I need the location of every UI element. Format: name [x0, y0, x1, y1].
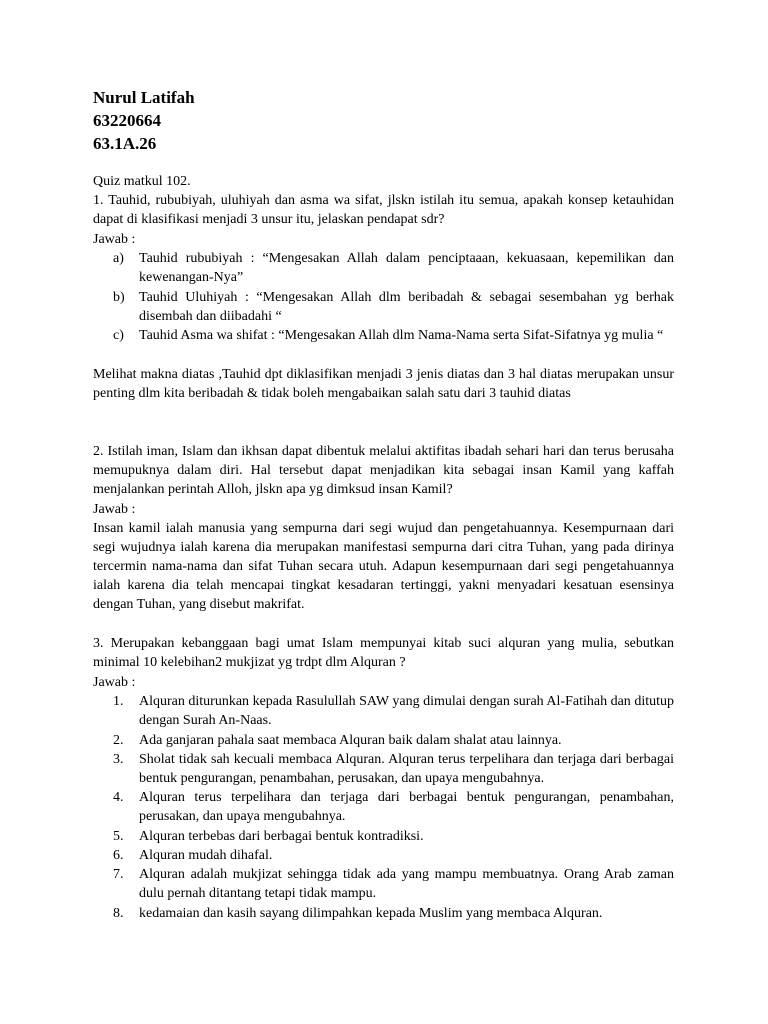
list-item-text: Sholat tidak sah kecuali membaca Alquran. Alquran terus terpelihara dan terjaga dari berbagai bentuk pengurangan, penambahan, perusakan, dan upaya mengubahnya. [139, 752, 674, 786]
answer-2: Insan kamil ialah manusia yang sempurna dari segi wujud dan pengetahuannya. Kesempurnaan dari segi wujudnya ialah karena dia merupakan manifestasi sempurna dari citra Tuhan, yang pada dirinya tercermin nama-nama dan sifat Tuhan secara utuh. Adapun kesempurnaan dari segi pengetahuannya ialah karena dia telah mencapai tingkat kesadaran tertinggi, yakni menyadari kesatuan esensinya dengan Tuhan, yang disebut makrifat. [93, 521, 674, 612]
list-item [93, 846, 674, 865]
question-3: 3. Merupakan kebanggaan bagi umat Islam mempunyai kitab suci alquran yang mulia, sebutkan minimal 10 kelebihan2 mukjizat yg trdpt dlm Alquran ? [93, 636, 674, 670]
list-item-text: kedamaian dan kasih sayang dilimpahkan kepada Muslim yang membaca Alquran. [139, 906, 603, 921]
list-item-text: Tauhid Asma wa shifat : “Mengesakan Allah dlm Nama-Nama serta Sifat-Sifatnya yg mulia “ [139, 328, 664, 343]
student-class: 63.1A.26 [93, 134, 157, 153]
answer-label-2: Jawab : [93, 502, 136, 517]
list-marker: b) [113, 290, 125, 305]
list-item-text: Alquran diturunkan kepada Rasulullah SAW yang dimulai dengan surah Al-Fatihah dan ditutup dengan Surah An-Naas. [139, 694, 674, 728]
list-item [93, 288, 674, 326]
quiz-title: Quiz matkul 102. [93, 174, 191, 189]
list-item [93, 865, 674, 903]
list-marker: 5. [113, 829, 124, 844]
answer-label-1: Jawab : [93, 232, 136, 247]
answer-label-3: Jawab : [93, 675, 136, 690]
list-marker: c) [113, 328, 124, 343]
list-marker: a) [113, 251, 124, 266]
list-item [93, 827, 674, 846]
list-marker: 2. [113, 733, 124, 748]
list-marker: 6. [113, 848, 124, 863]
list-marker: 3. [113, 752, 124, 767]
student-id: 63220664 [93, 111, 161, 130]
list-marker: 1. [113, 694, 124, 709]
list-marker: 8. [113, 906, 124, 921]
list-item-text: Ada ganjaran pahala saat membaca Alquran baik dalam shalat atau lainnya. [139, 733, 562, 748]
list-item-text: Alquran mudah dihafal. [139, 848, 273, 863]
list-item [93, 904, 674, 923]
list-marker: 4. [113, 790, 124, 805]
list-item [93, 788, 674, 826]
list-item-text: Tauhid rububiyah : “Mengesakan Allah dalam penciptaaan, kekuasaan, kepemilikan dan kewenangan-Nya” [139, 251, 674, 285]
question-2: 2. Istilah iman, Islam dan ikhsan dapat dibentuk melalui aktifitas ibadah sehari hari dan terus berusaha memupuknya dalam diri. Hal tersebut dapat menjadikan kita sebagai insan Kamil yang kaffah menjalankan perintah Alloh, jlskn apa yg dimksud insan Kamil? [93, 444, 674, 497]
list-item-text: Alquran terus terpelihara dan terjaga dari berbagai bentuk pengurangan, penambahan, perusakan, dan upaya mengubahnya. [139, 790, 674, 824]
conclusion-1: Melihat makna diatas ,Tauhid dpt diklasifikan menjadi 3 jenis diatas dan 3 hal diatas merupakan unsur penting dlm kita beribadah & tidak boleh mengabaikan salah satu dari 3 tauhid diatas [93, 367, 674, 401]
list-marker: 7. [113, 867, 124, 882]
list-item-text: Alquran terbebas dari berbagai bentuk kontradiksi. [139, 829, 424, 844]
list-item [93, 731, 674, 750]
list-item-text: Tauhid Uluhiyah : “Mengesakan Allah dlm beribadah & sebagai sesembahan yg berhak disembah dan diibadahi “ [139, 290, 674, 324]
list-item [93, 750, 674, 788]
list-item [93, 326, 674, 345]
list-item [93, 249, 674, 287]
student-name: Nurul Latifah [93, 88, 195, 107]
list-item-text: Alquran adalah mukjizat sehingga tidak ada yang mampu membuatnya. Orang Arab zaman dulu pernah ditantang tetapi tidak mampu. [139, 867, 674, 901]
question-1: 1. Tauhid, rububiyah, uluhiyah dan asma wa sifat, jlskn istilah itu semua, apakah konsep ketauhidan dapat di klasifikasi menjadi 3 unsur itu, jelaskan pendapat sdr? [93, 193, 674, 227]
list-item [93, 692, 674, 730]
